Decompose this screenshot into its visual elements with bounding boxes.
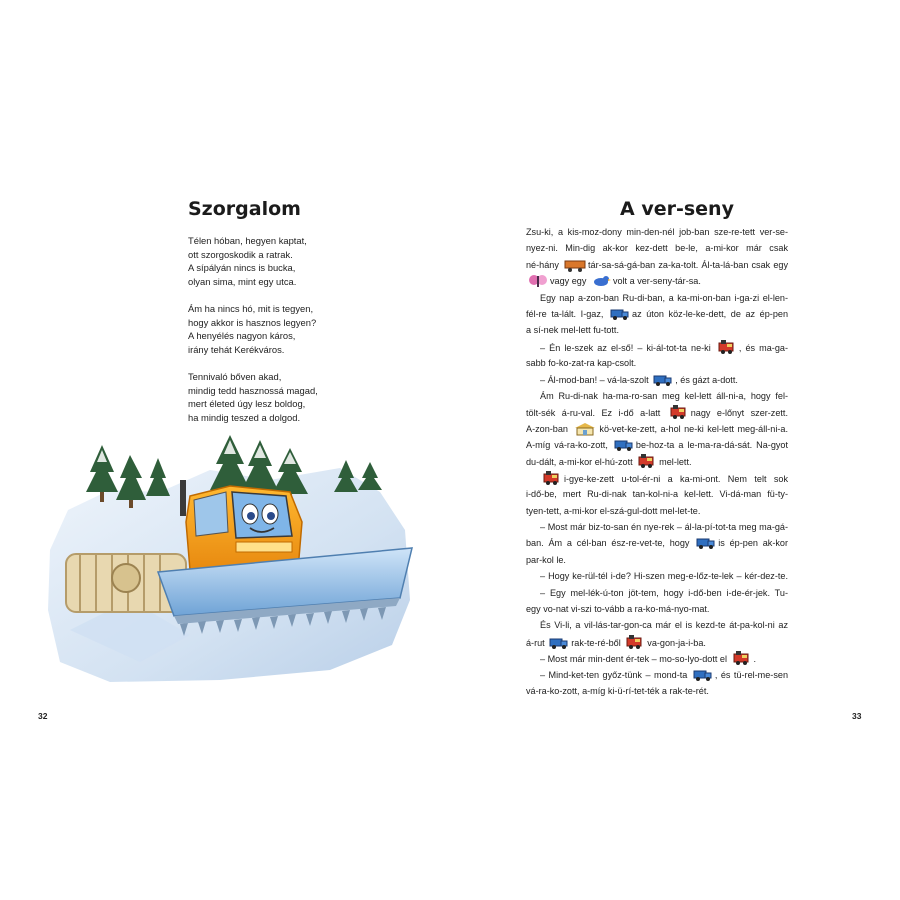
story-line bbox=[526, 273, 788, 289]
story-text-run: fél-re ta-lált. I-gaz, bbox=[526, 308, 604, 319]
story-text-run: A-zon-ban bbox=[526, 423, 568, 434]
story-line bbox=[526, 667, 788, 683]
story-text-run: is ép-pen ak-kor bbox=[718, 538, 788, 549]
story-text-run: egy vo-nat vi-szi to-vább a ra-ko-má-nyo-mat. bbox=[526, 603, 710, 614]
story-text-run: , és ma-ga- bbox=[738, 342, 788, 353]
poem-line: hogy akkor is hasznos legyen? bbox=[188, 316, 317, 328]
poem-line: A henyélés nagyon káros, bbox=[188, 330, 296, 342]
story-line bbox=[526, 339, 788, 355]
story-line bbox=[526, 568, 788, 584]
story-line bbox=[526, 503, 788, 519]
story-line bbox=[526, 634, 788, 650]
poem-line: mindig tedd hasznossá magad, bbox=[188, 384, 318, 396]
story-text-run: nyez-ni. Min-dig ak-kor kez-dett be-le, a-mi-kor már csak bbox=[526, 243, 788, 254]
story-title: A ver-seny bbox=[620, 198, 734, 220]
poem-title: Szorgalom bbox=[188, 198, 301, 220]
truck-icon bbox=[696, 536, 716, 551]
story-line bbox=[526, 486, 788, 502]
story-text-run: , és gázt a-dott. bbox=[675, 374, 738, 385]
poem-line: mert életed úgy lesz boldog, bbox=[188, 398, 306, 410]
story-line bbox=[526, 470, 788, 486]
train-icon bbox=[637, 453, 657, 469]
story-line bbox=[526, 290, 788, 306]
wagon-icon bbox=[564, 260, 586, 273]
story-text-run: i-gye-ke-zett u-tol-ér-ni a ka-mi-ont. Nem telt sok bbox=[564, 473, 788, 484]
story-text-run: – Most már biz-to-san én nye-rek – ál-la-pí-tot-ta meg ma-gá- bbox=[540, 522, 788, 533]
poem-line: irány tehát Kerékváros. bbox=[188, 343, 285, 355]
story-line bbox=[526, 421, 788, 437]
poem-line: olyan sima, mint egy utca. bbox=[188, 275, 297, 287]
poem-stanza bbox=[188, 370, 428, 424]
train-icon bbox=[625, 634, 645, 650]
truck-icon bbox=[693, 668, 713, 683]
poem-stanza bbox=[188, 234, 428, 288]
story-text-run: vagy egy bbox=[550, 276, 587, 287]
story-text-run: volt a ver-seny-tár-sa. bbox=[612, 276, 701, 287]
poem-line: ha mindig teszed a dolgod. bbox=[188, 411, 301, 423]
butterfly-icon bbox=[528, 274, 548, 289]
story-text-run: A-míg vá-ra-ko-zott, bbox=[526, 440, 608, 451]
story-text-run: tyen-tett, a-mi-kor el-szá-gul-dott mel-let-te. bbox=[526, 505, 701, 516]
story-text-run: du-dált, a-mi-kor el-hú-zott bbox=[526, 457, 633, 468]
story-line bbox=[526, 257, 788, 273]
truck-icon bbox=[549, 636, 569, 650]
story-text-run: Zsu-ki, a kis-moz-dony min-den-nél job-ban sze-re-tett ver-se- bbox=[526, 227, 788, 237]
poem-line: Ám ha nincs hó, mit is tegyen, bbox=[188, 302, 314, 314]
story-text-run: par-kol le. bbox=[526, 554, 566, 565]
story-text-run: – Ál-mod-ban! – vá-la-szolt bbox=[540, 374, 649, 385]
story-text-run: mel-lett. bbox=[659, 457, 692, 468]
poem-line: A sípályán nincs is bucka, bbox=[188, 262, 296, 274]
story-text-run: rak-te-ré-ből bbox=[571, 637, 621, 648]
story-line bbox=[526, 322, 788, 338]
story-text-run: va-gon-ja-i-ba. bbox=[647, 637, 706, 648]
bird-icon bbox=[591, 274, 611, 289]
story-text-run: né-hány bbox=[526, 259, 559, 270]
story-text-run: – Én le-szek az el-ső! – ki-ál-tot-ta ne-ki bbox=[540, 342, 711, 353]
page-number: 33 bbox=[852, 711, 862, 721]
story-text-run: – Hogy ke-rül-tél i-de? Hi-szen meg-e-lőz-te-lek – kér-dez-te. bbox=[540, 571, 788, 582]
story-line bbox=[526, 404, 788, 420]
story-text-run: , és tü-rel-me-sen bbox=[714, 669, 788, 680]
story-text-run: Ám Ru-di-nak ha-ma-ro-san meg kel-lett áll-ni-a, hogy fel- bbox=[540, 390, 788, 401]
story-line bbox=[526, 683, 788, 699]
story-text-run: ban. Ám a cél-ban ész-re-vet-te, hogy bbox=[526, 538, 690, 549]
truck-icon bbox=[614, 438, 634, 453]
story-line bbox=[526, 437, 788, 453]
story-line bbox=[526, 224, 788, 240]
story-line bbox=[526, 552, 788, 568]
train-icon bbox=[542, 470, 562, 486]
story-text-run: És Vi-li, a vil-lás-tar-gon-ca már el is kezd-te át-pa-kol-ni az bbox=[540, 620, 788, 631]
story-text-run: vá-ra-ko-zott, a-míg ki-ü-rí-tet-ték a rak-te-rét. bbox=[526, 685, 709, 696]
story-line bbox=[526, 585, 788, 601]
story-line bbox=[526, 535, 788, 551]
story-line bbox=[526, 453, 788, 469]
story-line bbox=[526, 650, 788, 666]
story-text-run: az úton köz-le-ke-dett, de az ép-pen bbox=[632, 308, 788, 319]
story-text-run: tölt-sék á-ru-val. Ez i-dő a-latt bbox=[526, 408, 661, 419]
story-line bbox=[526, 601, 788, 617]
poem-stanza bbox=[188, 302, 428, 356]
story-text-run: – Egy mel-lék-ú-ton jöt-tem, hogy i-dő-ben i-de-ér-jek. Tu- bbox=[540, 587, 788, 598]
story-line bbox=[526, 388, 788, 404]
poem-line: ott szorgoskodik a ratrak. bbox=[188, 248, 293, 260]
poem bbox=[188, 234, 428, 438]
story-text-run: . bbox=[753, 654, 757, 665]
truck-icon bbox=[653, 373, 673, 388]
story-text-run: i-dő-be, mert Ru-di-nak tan-kol-ni-a kel-lett. Vi-dá-man fü-ty- bbox=[526, 489, 788, 500]
train-icon bbox=[717, 339, 737, 355]
story-text-run: – Most már min-dent ér-tek – mo-so-lyo-dott el bbox=[540, 654, 727, 665]
story-text-run: – Mind-ket-ten győz-tünk – mond-ta bbox=[540, 669, 688, 680]
story-text bbox=[526, 224, 788, 699]
poem-line: Télen hóban, hegyen kaptat, bbox=[188, 235, 307, 246]
story-line bbox=[526, 240, 788, 256]
story-text-run: tár-sa-sá-gá-ban za-ka-tolt. Ál-ta-lá-ban csak egy bbox=[588, 259, 788, 270]
story-text-run: a sí-nek mel-lett fu-tott. bbox=[526, 325, 619, 336]
story-text-run: á-rut bbox=[526, 637, 545, 648]
train-icon bbox=[732, 650, 752, 666]
right-page bbox=[450, 0, 900, 900]
story-line bbox=[526, 355, 788, 371]
story-text-run: nagy e-lőnyt szer-zett. bbox=[690, 408, 788, 419]
story-text-run: sabb fo-ko-zat-ra kap-csolt. bbox=[526, 358, 637, 369]
story-line bbox=[526, 617, 788, 633]
truck-icon bbox=[610, 307, 630, 322]
story-text-run: Egy nap a-zon-ban Ru-di-ban, a ka-mi-on-ban i-ga-zi el-len- bbox=[540, 292, 788, 303]
story-line bbox=[526, 306, 788, 322]
story-text-run: kö-vet-ke-zett, a-hol ne-ki kel-lett meg-áll-ni-a. bbox=[599, 423, 788, 434]
story-line bbox=[526, 372, 788, 388]
page-number: 32 bbox=[38, 711, 48, 721]
story-line bbox=[526, 519, 788, 535]
snow-groomer-illustration bbox=[40, 430, 420, 690]
poem-line: Tennivaló bőven akad, bbox=[188, 370, 282, 382]
station-icon bbox=[573, 422, 597, 437]
story-text-run: be-hoz-ta a le-ma-ra-dá-sát. Na-gyot bbox=[635, 440, 788, 451]
train-icon bbox=[669, 404, 689, 420]
